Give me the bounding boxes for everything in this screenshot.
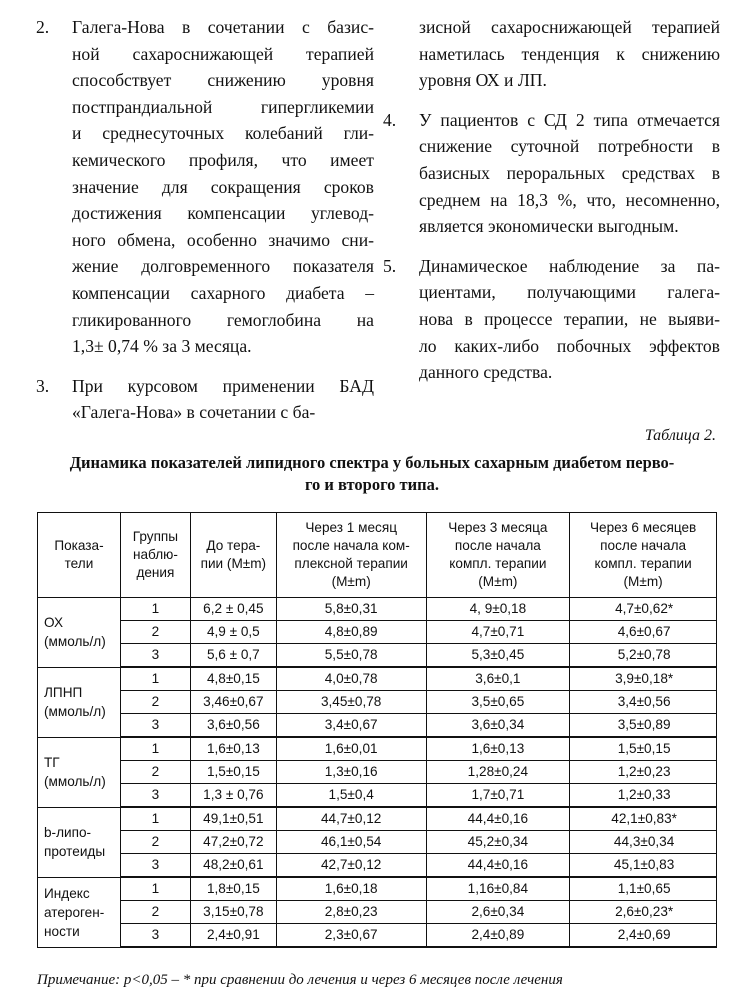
value-cell: 3,4±0,67 xyxy=(276,714,426,738)
item-number: 2. xyxy=(36,17,50,37)
item-line: среднем на 18,3 %, что, несомненно, xyxy=(419,189,720,210)
header-line: Через 6 месяцев xyxy=(589,520,697,535)
header-line: До тера- xyxy=(206,538,261,553)
item-line: ной сахароснижающей терапией xyxy=(72,43,374,64)
header-line: компл. терапии xyxy=(594,556,692,571)
item-line: способствует снижению уровня xyxy=(72,70,374,91)
value-cell: 5,2±0,78 xyxy=(570,644,717,668)
item-line: ного обмена, особенно значимо сни- xyxy=(72,229,374,250)
value-cell: 5,5±0,78 xyxy=(276,644,426,668)
value-cell: 1,3±0,16 xyxy=(276,761,426,784)
value-cell: 4,6±0,67 xyxy=(570,621,717,644)
item-line: является экономически выгодным. xyxy=(419,216,679,237)
value-cell: 49,1±0,51 xyxy=(190,807,276,831)
value-cell: 3,5±0,65 xyxy=(426,691,570,714)
value-cell: 44,7±0,12 xyxy=(276,807,426,831)
table-row xyxy=(38,621,717,644)
header-line: Через 1 месяц xyxy=(305,520,397,535)
value-cell: 4,8±0,15 xyxy=(190,667,276,691)
group-cell: 3 xyxy=(120,784,190,808)
table-row xyxy=(38,877,717,901)
lipid-data-table xyxy=(37,512,717,948)
value-cell: 3,9±0,18* xyxy=(570,667,717,691)
paragraph-gap xyxy=(383,94,720,107)
item-line: достижения компенсации углевод- xyxy=(72,203,374,224)
header-line: (M±m) xyxy=(331,574,371,589)
value-cell: 1,6±0,01 xyxy=(276,737,426,761)
value-cell: 5,8±0,31 xyxy=(276,598,426,621)
item-line: При курсовом применении БАД xyxy=(72,375,374,396)
value-cell: 3,4±0,56 xyxy=(570,691,717,714)
item-line: циентами, получающими галега- xyxy=(419,282,720,303)
indicator-name-cell xyxy=(38,807,121,877)
group-cell: 1 xyxy=(120,877,190,901)
right-text-column xyxy=(383,14,720,386)
item-line: зисной сахароснижающей терапией xyxy=(419,17,720,37)
header-line: тели xyxy=(64,556,94,571)
value-cell: 2,4±0,69 xyxy=(570,924,717,948)
item-line: Динамическое наблюдение за па- xyxy=(419,255,720,276)
column-header xyxy=(120,513,190,598)
value-cell: 48,2±0,61 xyxy=(190,854,276,878)
indicator-name-line: b-липо- xyxy=(44,825,92,840)
indicator-name-line: ности xyxy=(44,923,80,939)
value-cell: 2,6±0,34 xyxy=(426,901,570,924)
table-row xyxy=(38,761,717,784)
value-cell: 5,6 ± 0,7 xyxy=(190,644,276,668)
item-number: 4. xyxy=(383,109,397,130)
value-cell: 4,8±0,89 xyxy=(276,621,426,644)
value-cell: 1,28±0,24 xyxy=(426,761,570,784)
table-row xyxy=(38,714,717,738)
group-cell: 1 xyxy=(120,737,190,761)
table-row xyxy=(38,854,717,878)
paragraph-gap xyxy=(383,240,720,253)
item-line: ло каких-либо побочных эффектов xyxy=(419,335,720,356)
value-cell: 47,2±0,72 xyxy=(190,831,276,854)
group-cell: 3 xyxy=(120,854,190,878)
table-title-line: го и второго типа. xyxy=(304,475,440,494)
value-cell: 3,46±0,67 xyxy=(190,691,276,714)
value-cell: 3,15±0,78 xyxy=(190,901,276,924)
item-line: снижение суточной потребности в xyxy=(419,136,720,157)
group-cell: 1 xyxy=(120,807,190,831)
table-label: Таблица 2. xyxy=(644,427,716,444)
value-cell: 45,2±0,34 xyxy=(426,831,570,854)
header-line: Показа- xyxy=(54,538,104,553)
group-cell: 2 xyxy=(120,621,190,644)
value-cell: 1,2±0,33 xyxy=(570,784,717,808)
table-row xyxy=(38,737,717,761)
indicator-name-line: (ммоль/л) xyxy=(44,634,106,650)
header-line: плексной терапии xyxy=(294,556,408,571)
value-cell: 1,6±0,18 xyxy=(276,877,426,901)
value-cell: 1,1±0,65 xyxy=(570,877,717,901)
item-line: кемического профиля, что имеет xyxy=(72,149,374,170)
indicator-name-line: ОХ xyxy=(44,615,64,631)
column-header xyxy=(276,513,426,598)
column-header xyxy=(570,513,717,598)
header-line: (M±m) xyxy=(478,574,518,589)
value-cell: 4,9 ± 0,5 xyxy=(190,621,276,644)
table-row xyxy=(38,831,717,854)
table-title xyxy=(28,452,716,496)
value-cell: 2,8±0,23 xyxy=(276,901,426,924)
item-line: Галега-Нова в сочетании с базис- xyxy=(72,17,374,37)
indicator-name-line: (ммоль/л) xyxy=(44,774,106,789)
table-title-line: Динамика показателей липидного спектра у больных сахарным диабетом перво- xyxy=(69,453,675,472)
indicator-name-cell xyxy=(38,598,121,668)
value-cell: 1,6±0,13 xyxy=(426,737,570,761)
value-cell: 2,3±0,67 xyxy=(276,924,426,948)
value-cell: 1,5±0,15 xyxy=(570,737,717,761)
table-header-row xyxy=(38,513,717,598)
item-line: уровня ОХ и ЛП. xyxy=(419,70,547,91)
value-cell: 4,7±0,62* xyxy=(570,598,717,621)
group-cell: 2 xyxy=(120,691,190,714)
item-line: 1,3± 0,74 % за 3 месяца. xyxy=(72,336,252,357)
header-line: дения xyxy=(136,565,175,580)
value-cell: 46,1±0,54 xyxy=(276,831,426,854)
header-line: компл. терапии xyxy=(449,556,547,571)
value-cell: 3,45±0,78 xyxy=(276,691,426,714)
indicator-name-line: атероген- xyxy=(44,904,105,920)
indicator-name-line: ЛПНП xyxy=(44,685,83,700)
header-line: пии (M±m) xyxy=(200,556,267,571)
numbered-item xyxy=(36,373,374,426)
value-cell: 4,7±0,71 xyxy=(426,621,570,644)
value-cell: 44,4±0,16 xyxy=(426,807,570,831)
table-row xyxy=(38,784,717,808)
value-cell: 1,16±0,84 xyxy=(426,877,570,901)
value-cell: 2,6±0,23* xyxy=(570,901,717,924)
value-cell: 1,5±0,4 xyxy=(276,784,426,808)
header-line: после начала xyxy=(600,538,687,553)
value-cell: 1,5±0,15 xyxy=(190,761,276,784)
item-line: постпрандиальной гипергликемии xyxy=(72,96,374,117)
item-line: наметилась тенденция к снижению xyxy=(419,43,720,64)
column-header xyxy=(426,513,570,598)
continued-item xyxy=(383,14,720,94)
value-cell: 4, 9±0,18 xyxy=(426,598,570,621)
column-header xyxy=(190,513,276,598)
group-cell: 2 xyxy=(120,901,190,924)
indicator-name-line: (ммоль/л) xyxy=(44,704,106,719)
table-row xyxy=(38,901,717,924)
group-cell: 2 xyxy=(120,761,190,784)
item-number: 3. xyxy=(36,375,50,396)
value-cell: 1,2±0,23 xyxy=(570,761,717,784)
header-line: после начала xyxy=(454,538,541,553)
value-cell: 42,1±0,83* xyxy=(570,807,717,831)
header-line: Группы xyxy=(132,529,179,544)
value-cell: 44,4±0,16 xyxy=(426,854,570,878)
table-row xyxy=(38,667,717,691)
numbered-item xyxy=(36,14,374,360)
item-line: жение долговременного показателя xyxy=(72,256,374,277)
value-cell: 1,6±0,13 xyxy=(190,737,276,761)
group-cell: 3 xyxy=(120,644,190,668)
header-line: наблю- xyxy=(132,547,178,562)
value-cell: 2,4±0,91 xyxy=(190,924,276,948)
value-cell: 1,8±0,15 xyxy=(190,877,276,901)
numbered-item xyxy=(383,253,720,386)
table-row xyxy=(38,598,717,621)
paragraph-gap xyxy=(36,360,374,373)
value-cell: 1,7±0,71 xyxy=(426,784,570,808)
item-line: гликированного гемоглобина на xyxy=(72,309,374,330)
value-cell: 5,3±0,45 xyxy=(426,644,570,668)
group-cell: 3 xyxy=(120,924,190,948)
group-cell: 1 xyxy=(120,598,190,621)
table-row xyxy=(38,924,717,948)
indicator-name-line: ТГ xyxy=(44,755,60,770)
item-line: значение для сокращения сроков xyxy=(72,176,374,197)
value-cell: 3,6±0,34 xyxy=(426,714,570,738)
value-cell: 6,2 ± 0,45 xyxy=(190,598,276,621)
indicator-name-cell xyxy=(38,667,121,737)
header-line: (M±m) xyxy=(623,574,663,589)
item-line: «Галега-Нова» в сочетании с ба- xyxy=(72,402,316,423)
item-line: и среднесуточных колебаний гли- xyxy=(72,123,374,144)
item-line: компенсации сахарного диабета – xyxy=(72,282,374,303)
value-cell: 42,7±0,12 xyxy=(276,854,426,878)
indicator-name-cell xyxy=(38,737,121,807)
item-line: нова в процессе терапии, не выяви- xyxy=(419,308,720,329)
header-line: после начала ком- xyxy=(292,538,410,553)
group-cell: 1 xyxy=(120,667,190,691)
value-cell: 44,3±0,34 xyxy=(570,831,717,854)
indicator-name-cell xyxy=(38,877,121,947)
indicator-name-line: протеиды xyxy=(44,844,106,859)
column-header xyxy=(38,513,121,598)
header-line: Через 3 месяца xyxy=(448,520,548,535)
value-cell: 2,4±0,89 xyxy=(426,924,570,948)
value-cell: 4,0±0,78 xyxy=(276,667,426,691)
item-number: 5. xyxy=(383,255,397,276)
table-note: Примечание: p<0,05 – * при сравнении до лечения и через 6 месяцев после лечения xyxy=(37,972,563,988)
left-text-column xyxy=(36,14,374,426)
value-cell: 3,5±0,89 xyxy=(570,714,717,738)
group-cell: 3 xyxy=(120,714,190,738)
value-cell: 1,3 ± 0,76 xyxy=(190,784,276,808)
value-cell: 3,6±0,1 xyxy=(426,667,570,691)
item-line: базисных пероральных средствах в xyxy=(419,162,720,183)
item-line: У пациентов с СД 2 типа отмечается xyxy=(419,109,720,130)
table-row xyxy=(38,644,717,668)
numbered-item xyxy=(383,107,720,240)
value-cell: 3,6±0,56 xyxy=(190,714,276,738)
indicator-name-line: Индекс xyxy=(44,885,90,901)
group-cell: 2 xyxy=(120,831,190,854)
value-cell: 45,1±0,83 xyxy=(570,854,717,878)
item-line: данного средства. xyxy=(419,362,553,383)
table-row xyxy=(38,807,717,831)
table-row xyxy=(38,691,717,714)
